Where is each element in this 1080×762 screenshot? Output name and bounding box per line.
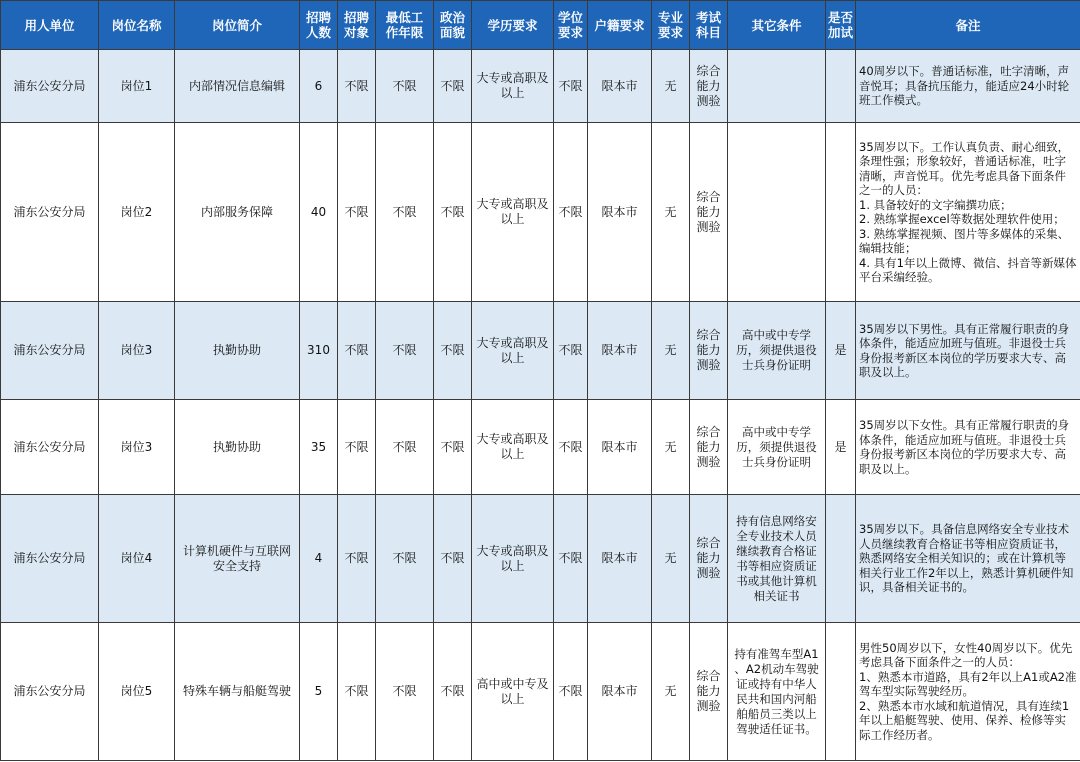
cell-other: 高中或中专学 历，须提供退役 士兵身份证明 [728, 400, 826, 495]
cell-education: 大专或高职及 以上 [472, 495, 554, 623]
cell-hukou: 限本市 [588, 50, 652, 123]
cell-hukou: 限本市 [588, 123, 652, 302]
cell-major: 无 [652, 123, 690, 302]
cell-unit: 浦东公安分局 [1, 400, 99, 495]
cell-remarks: 40周岁以下。普通话标准，吐字清晰，声音悦耳；具备抗压能力，能适应24小时轮班工作模式。 [856, 50, 1080, 123]
cell-target: 不限 [338, 400, 376, 495]
col-header-count: 招聘 人数 [300, 1, 338, 50]
cell-min-years: 不限 [376, 123, 434, 302]
cell-intro: 计算机硬件与互联网 安全支持 [175, 495, 300, 623]
cell-target: 不限 [338, 302, 376, 400]
table-row [1, 123, 1080, 302]
col-header-other: 其它条件 [728, 1, 826, 50]
col-header-position: 岗位名称 [99, 1, 175, 50]
cell-extra-test [826, 623, 856, 761]
cell-intro: 内部情况信息编辑 [175, 50, 300, 123]
cell-other: 持有信息网络安 全专业技术人员 继续教育合格证 书等相应资质证 书或其他计算机 相关证书 [728, 495, 826, 623]
cell-exam: 综合 能力 测验 [690, 302, 728, 400]
cell-exam: 综合 能力 测验 [690, 623, 728, 761]
cell-political: 不限 [434, 400, 472, 495]
cell-political: 不限 [434, 302, 472, 400]
cell-position: 岗位1 [99, 50, 175, 123]
cell-unit: 浦东公安分局 [1, 495, 99, 623]
cell-education: 大专或高职及 以上 [472, 302, 554, 400]
cell-exam: 综合 能力 测验 [690, 495, 728, 623]
cell-position: 岗位3 [99, 400, 175, 495]
table-row [1, 495, 1080, 623]
cell-degree: 不限 [554, 400, 588, 495]
table-row [1, 50, 1080, 123]
col-header-unit: 用人单位 [1, 1, 99, 50]
cell-intro: 执勤协助 [175, 400, 300, 495]
col-header-extra-test: 是否 加试 [826, 1, 856, 50]
cell-hukou: 限本市 [588, 302, 652, 400]
cell-extra-test: 是 [826, 400, 856, 495]
col-header-degree: 学位 要求 [554, 1, 588, 50]
cell-min-years: 不限 [376, 495, 434, 623]
col-header-political: 政治 面貌 [434, 1, 472, 50]
cell-count: 4 [300, 495, 338, 623]
cell-extra-test [826, 495, 856, 623]
cell-exam: 综合 能力 测验 [690, 50, 728, 123]
col-header-exam: 考试 科目 [690, 1, 728, 50]
cell-min-years: 不限 [376, 302, 434, 400]
cell-other [728, 50, 826, 123]
cell-target: 不限 [338, 50, 376, 123]
cell-education: 大专或高职及 以上 [472, 50, 554, 123]
cell-remarks: 35周岁以下男性。具有正常履行职责的身体条件，能适应加班与值班。非退役士兵身份报考新区本岗位的学历要求大专、高职及以上。 [856, 302, 1080, 400]
cell-target: 不限 [338, 623, 376, 761]
cell-degree: 不限 [554, 123, 588, 302]
cell-count: 310 [300, 302, 338, 400]
cell-political: 不限 [434, 50, 472, 123]
cell-min-years: 不限 [376, 400, 434, 495]
cell-intro: 执勤协助 [175, 302, 300, 400]
cell-hukou: 限本市 [588, 623, 652, 761]
cell-degree: 不限 [554, 50, 588, 123]
cell-extra-test [826, 50, 856, 123]
cell-unit: 浦东公安分局 [1, 302, 99, 400]
cell-unit: 浦东公安分局 [1, 123, 99, 302]
cell-other [728, 123, 826, 302]
cell-political: 不限 [434, 495, 472, 623]
cell-count: 5 [300, 623, 338, 761]
cell-target: 不限 [338, 123, 376, 302]
cell-position: 岗位5 [99, 623, 175, 761]
cell-major: 无 [652, 495, 690, 623]
cell-min-years: 不限 [376, 50, 434, 123]
cell-unit: 浦东公安分局 [1, 50, 99, 123]
cell-political: 不限 [434, 623, 472, 761]
col-header-remarks: 备注 [856, 1, 1080, 50]
col-header-major: 专业 要求 [652, 1, 690, 50]
col-header-hukou: 户籍要求 [588, 1, 652, 50]
cell-remarks: 男性50周岁以下，女性40周岁以下。优先考虑具备下面条件之一的人员： 1、熟悉本市道路，具有2年以上A1或A2准驾车型实际驾驶经历。 2、熟悉本市水域和航道情况，具有连续1年以上船艇驾驶、使用、保养、检修等实际工作经历者。 [856, 623, 1080, 761]
cell-extra-test: 是 [826, 302, 856, 400]
cell-remarks: 35周岁以下女性。具有正常履行职责的身体条件，能适应加班与值班。非退役士兵身份报考新区本岗位的学历要求大专、高职及以上。 [856, 400, 1080, 495]
col-header-education: 学历要求 [472, 1, 554, 50]
cell-other: 持有准驾车型A1 、A2机动车驾驶 证或持有中华人 民共和国内河船 舶船员三类以上 驾驶适任证书。 [728, 623, 826, 761]
cell-major: 无 [652, 50, 690, 123]
cell-remarks: 35周岁以下。工作认真负责、耐心细致，条理性强；形象较好，普通话标准，吐字清晰，声音悦耳。优先考虑具备下面条件之一的人员： 1. 具备较好的文字编撰功底； 2. 熟练掌握excel等数据处理软件使用； 3. 熟练掌握视频、图片等多媒体的采集、编辑技能； 4. 具有1年以上微博、微信、抖音等新媒体平台采编经验。 [856, 123, 1080, 302]
cell-other: 高中或中专学 历，须提供退役 士兵身份证明 [728, 302, 826, 400]
table-row [1, 302, 1080, 400]
cell-count: 35 [300, 400, 338, 495]
cell-major: 无 [652, 302, 690, 400]
cell-hukou: 限本市 [588, 400, 652, 495]
col-header-intro: 岗位简介 [175, 1, 300, 50]
cell-count: 6 [300, 50, 338, 123]
cell-exam: 综合 能力 测验 [690, 123, 728, 302]
cell-degree: 不限 [554, 623, 588, 761]
cell-hukou: 限本市 [588, 495, 652, 623]
cell-degree: 不限 [554, 302, 588, 400]
table-row [1, 623, 1080, 761]
cell-education: 高中或中专及 以上 [472, 623, 554, 761]
cell-education: 大专或高职及 以上 [472, 400, 554, 495]
header-row [1, 1, 1080, 50]
cell-intro: 特殊车辆与船艇驾驶 [175, 623, 300, 761]
col-header-target: 招聘 对象 [338, 1, 376, 50]
cell-remarks: 35周岁以下。具备信息网络安全专业技术人员继续教育合格证书等相应资质证书，熟悉网络安全相关知识的；或在计算机等相关行业工作2年以上，熟悉计算机硬件知识，具备相关证书的。 [856, 495, 1080, 623]
cell-count: 40 [300, 123, 338, 302]
cell-political: 不限 [434, 123, 472, 302]
cell-position: 岗位2 [99, 123, 175, 302]
cell-position: 岗位3 [99, 302, 175, 400]
cell-major: 无 [652, 623, 690, 761]
cell-major: 无 [652, 400, 690, 495]
cell-education: 大专或高职及 以上 [472, 123, 554, 302]
cell-degree: 不限 [554, 495, 588, 623]
cell-min-years: 不限 [376, 623, 434, 761]
cell-intro: 内部服务保障 [175, 123, 300, 302]
cell-extra-test [826, 123, 856, 302]
cell-target: 不限 [338, 495, 376, 623]
cell-unit: 浦东公安分局 [1, 623, 99, 761]
col-header-min-years: 最低工 作年限 [376, 1, 434, 50]
cell-position: 岗位4 [99, 495, 175, 623]
table-row [1, 400, 1080, 495]
cell-exam: 综合 能力 测验 [690, 400, 728, 495]
